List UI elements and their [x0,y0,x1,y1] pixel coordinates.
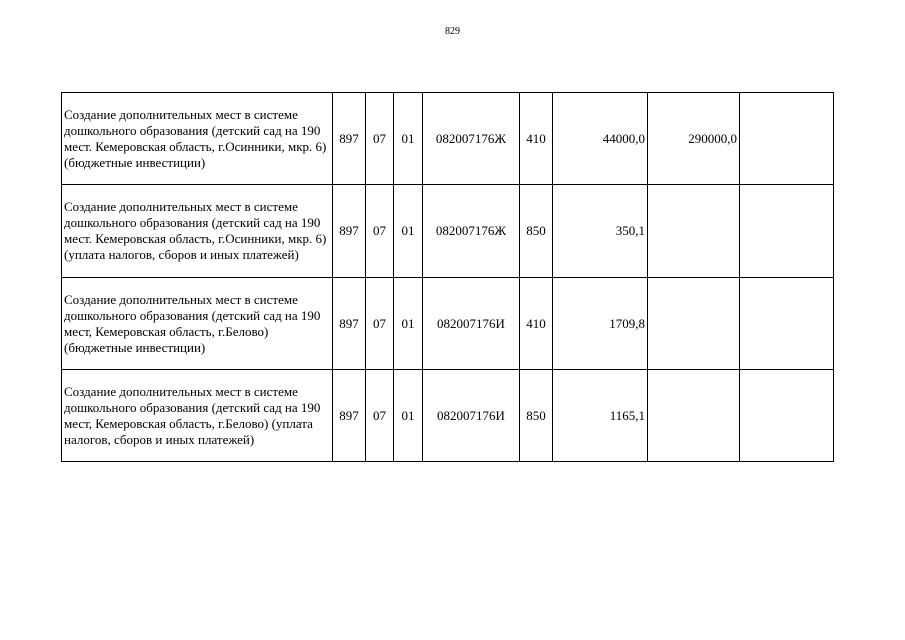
subsection-code: 01 [394,185,423,278]
table-row [62,278,834,370]
ministry-code: 897 [333,185,366,278]
table-row [62,93,834,185]
ministry-code: 897 [333,370,366,462]
row-name: Создание дополнительных мест в системе дошкольного образования (детский сад на 190 мест, Кемеровская область, г.Белово) (бюджетные инвестиции) [62,278,333,370]
budget-table [61,92,834,462]
amount-1: 1709,8 [553,278,648,370]
amount-3 [740,185,834,278]
amount-1: 44000,0 [553,93,648,185]
subsection-code: 01 [394,93,423,185]
amount-1: 1165,1 [553,370,648,462]
amount-1: 350,1 [553,185,648,278]
expense-type-code: 410 [520,278,553,370]
ministry-code: 897 [333,93,366,185]
target-article-code: 082007176И [423,278,520,370]
subsection-code: 01 [394,370,423,462]
section-code: 07 [366,93,394,185]
amount-2: 290000,0 [648,93,740,185]
table-row [62,185,834,278]
ministry-code: 897 [333,278,366,370]
amount-2 [648,370,740,462]
amount-3 [740,370,834,462]
row-name: Создание дополнительных мест в системе дошкольного образования (детский сад на 190 мест, Кемеровская область, г.Белово) (уплата налогов, сборов и иных платежей) [62,370,333,462]
section-code: 07 [366,185,394,278]
row-name: Создание дополнительных мест в системе дошкольного образования (детский сад на 190 мест. Кемеровская область, г.Осинники, мкр. 6) (уплата налогов, сборов и иных платежей) [62,185,333,278]
section-code: 07 [366,278,394,370]
amount-3 [740,278,834,370]
subsection-code: 01 [394,278,423,370]
expense-type-code: 850 [520,370,553,462]
target-article-code: 082007176И [423,370,520,462]
page-number: 829 [445,26,460,37]
section-code: 07 [366,370,394,462]
expense-type-code: 410 [520,93,553,185]
target-article-code: 082007176Ж [423,93,520,185]
target-article-code: 082007176Ж [423,185,520,278]
amount-2 [648,278,740,370]
table-row [62,370,834,462]
amount-2 [648,185,740,278]
row-name: Создание дополнительных мест в системе дошкольного образования (детский сад на 190 мест. Кемеровская область, г.Осинники, мкр. 6) (бюджетные инвестиции) [62,93,333,185]
amount-3 [740,93,834,185]
expense-type-code: 850 [520,185,553,278]
